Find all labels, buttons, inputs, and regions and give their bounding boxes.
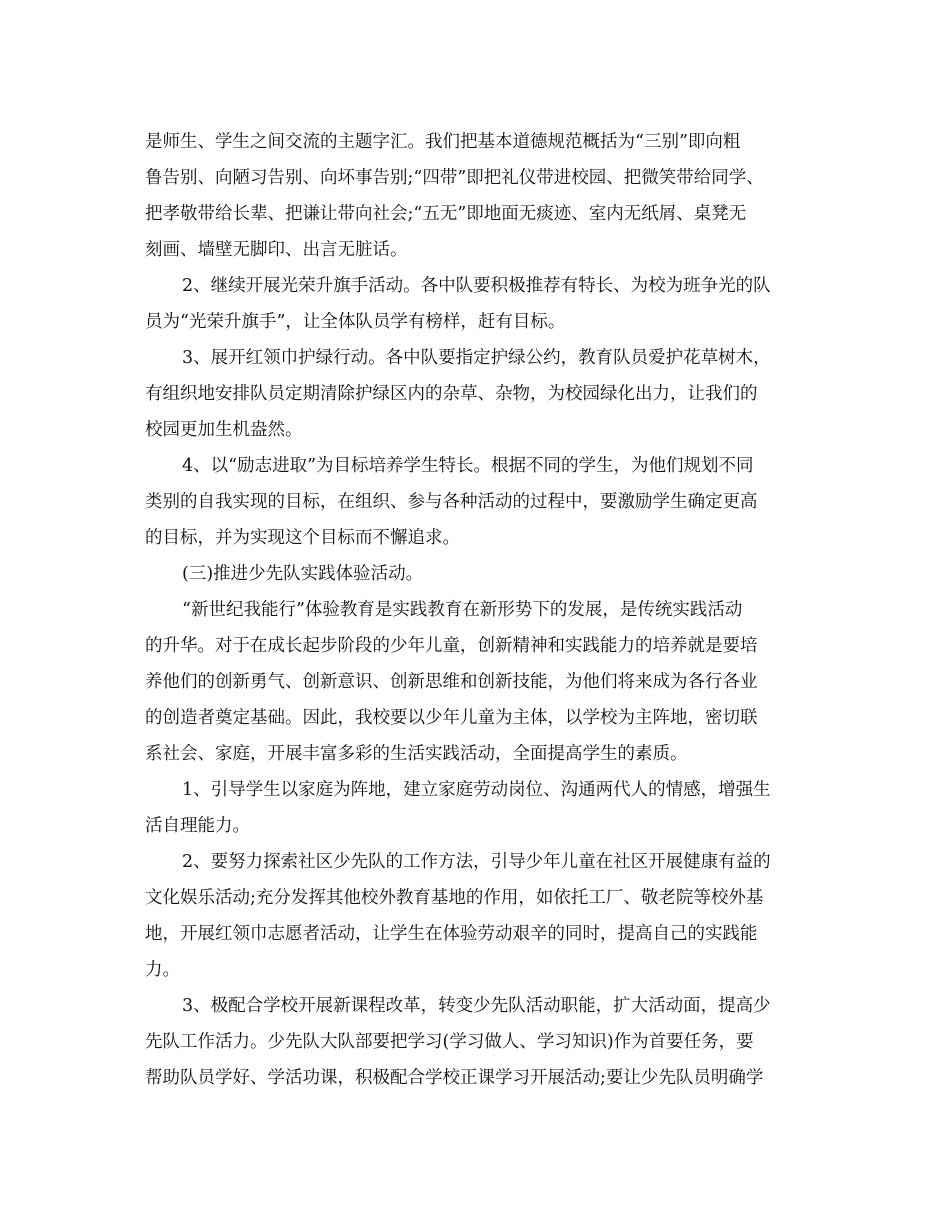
text-line: 鲁告别、向陋习告别、向坏事告别;“四带”即把礼仪带进校园、把微笑带给同学、 xyxy=(145,168,764,188)
text-line: 3、极配合学校开展新课程改革，转变少先队活动职能，扩大活动面，提高少 xyxy=(182,996,771,1016)
text-line: 刻画、墙壁无脚印、出言无脏话。 xyxy=(145,240,408,260)
text-line: 力。 xyxy=(145,960,180,980)
document-body xyxy=(145,124,810,1096)
text-line: 的创造者奠定基础。因此，我校要以少年儿童为主体，以学校为主阵地，密切联 xyxy=(145,708,758,728)
text-line: 有组织地安排队员定期清除护绿区内的杂草、杂物，为校园绿化出力，让我们的 xyxy=(145,384,758,404)
text-line: 2、继续开展光荣升旗手活动。各中队要积极推荐有特长、为校为班争光的队 xyxy=(182,276,771,296)
text-line: 校园更加生机盎然。 xyxy=(145,420,303,440)
text-line: 2、要努力探索社区少先队的工作方法，引导少年儿童在社区开展健康有益的 xyxy=(182,852,771,872)
text-line: 先队工作活力。少先队大队部要把学习(学习做人、学习知识)作为首要任务，要 xyxy=(145,1032,754,1052)
text-line: 类别的自我实现的目标，在组织、参与各种活动的过程中，要激励学生确定更高 xyxy=(145,492,758,512)
text-line: 系社会、家庭，开展丰富多彩的生活实践活动，全面提高学生的素质。 xyxy=(145,744,688,764)
text-line: 是师生、学生之间交流的主题字汇。我们把基本道德规范概括为“三别”即向粗 xyxy=(145,132,741,152)
text-line: 文化娱乐活动;充分发挥其他校外教育基地的作用，如依托工厂、敬老院等校外基 xyxy=(145,888,764,908)
text-line: 地，开展红领巾志愿者活动，让学生在体验劳动艰辛的同时，提高自己的实践能 xyxy=(145,924,758,944)
section-heading: (三)推进少先队实践体验活动。 xyxy=(182,564,424,584)
text-line: 1、引导学生以家庭为阵地，建立家庭劳动岗位、沟通两代人的情感，增强生 xyxy=(182,780,771,800)
text-line: “新世纪我能行”体验教育是实践教育在新形势下的发展，是传统实践活动 xyxy=(182,600,743,620)
text-line: 3、展开红领巾护绿行动。各中队要指定护绿公约，教育队员爱护花草树木， xyxy=(182,348,771,368)
text-line: 养他们的创新勇气、创新意识、创新思维和创新技能，为他们将来成为各行各业 xyxy=(145,672,758,692)
text-line: 员为“光荣升旗手”，让全体队员学有榜样，赶有目标。 xyxy=(145,312,566,332)
text-line: 的升华。对于在成长起步阶段的少年儿童，创新精神和实践能力的培养就是要培 xyxy=(145,636,758,656)
text-line: 4、以“励志进取”为目标培养学生特长。根据不同的学生，为他们规划不同 xyxy=(182,456,754,476)
text-line: 帮助队员学好、学活功课，积极配合学校正课学习开展活动;要让少先队员明确学 xyxy=(145,1068,764,1088)
text-line: 把孝敬带给长辈、把谦让带向社会;“五无”即地面无痰迹、室内无纸屑、桌凳无 xyxy=(145,204,747,224)
text-line: 的目标，并为实现这个目标而不懈追求。 xyxy=(145,528,460,548)
text-line: 活自理能力。 xyxy=(145,816,250,836)
